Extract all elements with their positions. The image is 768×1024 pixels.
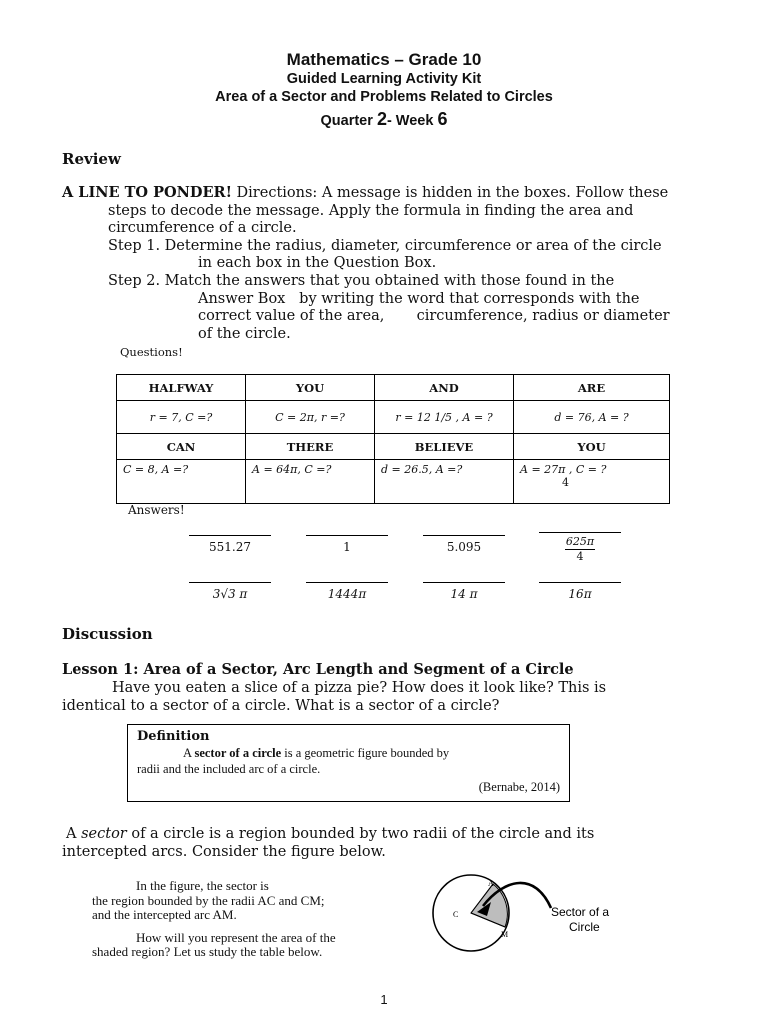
answer-slot [539, 582, 621, 601]
table-header-cell: CAN [117, 434, 246, 460]
answer-value: 1444π [327, 587, 367, 601]
table-row [117, 375, 670, 401]
table-cell: r = 7, C =? [117, 401, 246, 434]
document-topic: Area of a Sector and Problems Related to Circles [215, 89, 553, 105]
intro-line-1: Have you eaten a slice of a pizza pie? How does it look like? This is [112, 680, 607, 696]
table-row [117, 434, 670, 460]
review-step-2: Step 2. Match the answers that you obtained with those found in the [108, 272, 615, 289]
definition-text [137, 745, 563, 777]
discussion-heading: Discussion [62, 625, 153, 643]
lesson-title: Lesson 1: Area of a Sector, Arc Length and Segment of a Circle [62, 661, 574, 678]
table-header-cell: YOU [246, 375, 375, 401]
answer-line [423, 535, 505, 536]
label-m: M [501, 930, 509, 939]
figure-line: and the intercepted arc AM. [92, 907, 237, 922]
table-header-cell: THERE [246, 434, 375, 460]
caption-line-2: Circle [569, 920, 600, 934]
answer-line [539, 582, 621, 583]
table-header-cell: YOU [514, 434, 670, 460]
review-line-1: Directions: A message is hidden in the boxes. Follow these [231, 185, 669, 201]
review-step-2-cont-2: correct value of the area, circumference, radius or diameter [198, 308, 670, 325]
sector-paragraph [62, 826, 732, 861]
review-step-1: Step 1. Determine the radius, diameter, circumference or area of the circle [108, 237, 662, 254]
label-a: A [488, 879, 494, 888]
page-number: 1 [380, 992, 388, 1007]
quarter-week [0, 109, 768, 130]
para-line-2: intercepted arcs. Consider the figure below. [62, 843, 386, 860]
review-heading: Review [62, 150, 121, 168]
table-row [117, 401, 670, 434]
answer-line [189, 535, 271, 536]
answer-line [306, 582, 388, 583]
quarter-number: 2 [376, 109, 387, 129]
answer-slot [189, 582, 271, 601]
review-step-1-cont: in each box in the Question Box. [198, 255, 437, 272]
definition-title: Definition [137, 729, 210, 744]
answer-line [306, 535, 388, 536]
answer-slot [423, 582, 505, 601]
answer-value: 5.095 [446, 540, 482, 554]
review-step-2-cont-1: Answer Box by writing the word that corresponds with the [198, 290, 640, 307]
review-directions [62, 184, 722, 343]
review-lead: A LINE TO PONDER! [62, 184, 232, 201]
definition-line-2: radii and the included arc of a circle. [137, 762, 321, 776]
definition-pre: A [183, 746, 195, 760]
figure-line: the region bounded by the radii AC and CM; [92, 892, 325, 908]
answer-line [539, 532, 621, 533]
table-cell: A = 64π, C =? [246, 460, 375, 504]
table-header-cell: HALFWAY [117, 375, 246, 401]
document-title: Mathematics – Grade 10 [286, 50, 482, 69]
para-pre: A [66, 826, 82, 842]
intro-line-2: identical to a sector of a circle. What is a sector of a circle? [62, 697, 500, 714]
figure-line: In the figure, the sector is [136, 878, 269, 893]
quarter-prefix: Quarter [320, 113, 377, 129]
review-step-2-cont-3: of the circle. [198, 325, 291, 342]
caption-line-1: Sector of a [551, 905, 610, 919]
table-header-cell: AND [375, 375, 514, 401]
review-line-2: steps to decode the message. Apply the formula in finding the area and [108, 202, 634, 219]
table-header-cell: ARE [514, 375, 670, 401]
answer-line [423, 582, 505, 583]
cell-expression: A = 27π , C = ? [520, 463, 607, 476]
answer-slot [306, 535, 388, 554]
figure-line: shaded region? Let us study the table below. [92, 944, 323, 959]
table-cell: d = 76, A = ? [514, 401, 670, 434]
answer-value: 14 π [450, 587, 478, 601]
lesson-intro [62, 680, 722, 715]
answer-denominator: 4 [576, 550, 584, 563]
para-term: sector [81, 826, 127, 842]
answer-value: 1 [343, 540, 351, 554]
para-post: of a circle is a region bounded by two radii of the circle and its [126, 826, 595, 842]
answers-label: Answers! [128, 503, 185, 517]
figure-line: How will you represent the area of the [136, 929, 336, 945]
question-table [116, 374, 670, 504]
figure-text [92, 879, 422, 960]
review-line-3: circumference of a circle. [108, 220, 297, 237]
table-row [117, 460, 670, 504]
questions-label: Questions! [120, 345, 183, 359]
answer-value: 16π [568, 587, 592, 601]
answer-slot [423, 535, 505, 554]
table-cell: C = 2π, r =? [246, 401, 375, 434]
table-cell: d = 26.5, A =? [375, 460, 514, 504]
answer-numerator: 625π [565, 535, 595, 548]
week-prefix: - Week [386, 113, 438, 129]
answer-slot [189, 535, 271, 554]
label-c: C [453, 910, 459, 919]
definition-term: sector of a circle [194, 746, 282, 760]
week-number: 6 [437, 109, 448, 129]
answer-line [189, 582, 271, 583]
definition-box [127, 724, 570, 802]
table-cell: C = 8, A =? [117, 460, 246, 504]
answer-slot [539, 532, 621, 563]
cell-denominator: 4 [562, 476, 569, 489]
answer-value: 3√3 π [212, 587, 248, 601]
definition-source: (Bernabe, 2014) [478, 780, 560, 794]
sector-diagram [425, 870, 635, 960]
table-cell: r = 12 1/5 , A = ? [375, 401, 514, 434]
table-header-cell: BELIEVE [375, 434, 514, 460]
document-subtitle: Guided Learning Activity Kit [286, 71, 482, 87]
answer-slot [306, 582, 388, 601]
answer-value: 551.27 [209, 540, 251, 554]
definition-post: is a geometric figure bounded by [281, 746, 450, 760]
table-cell [514, 460, 670, 504]
